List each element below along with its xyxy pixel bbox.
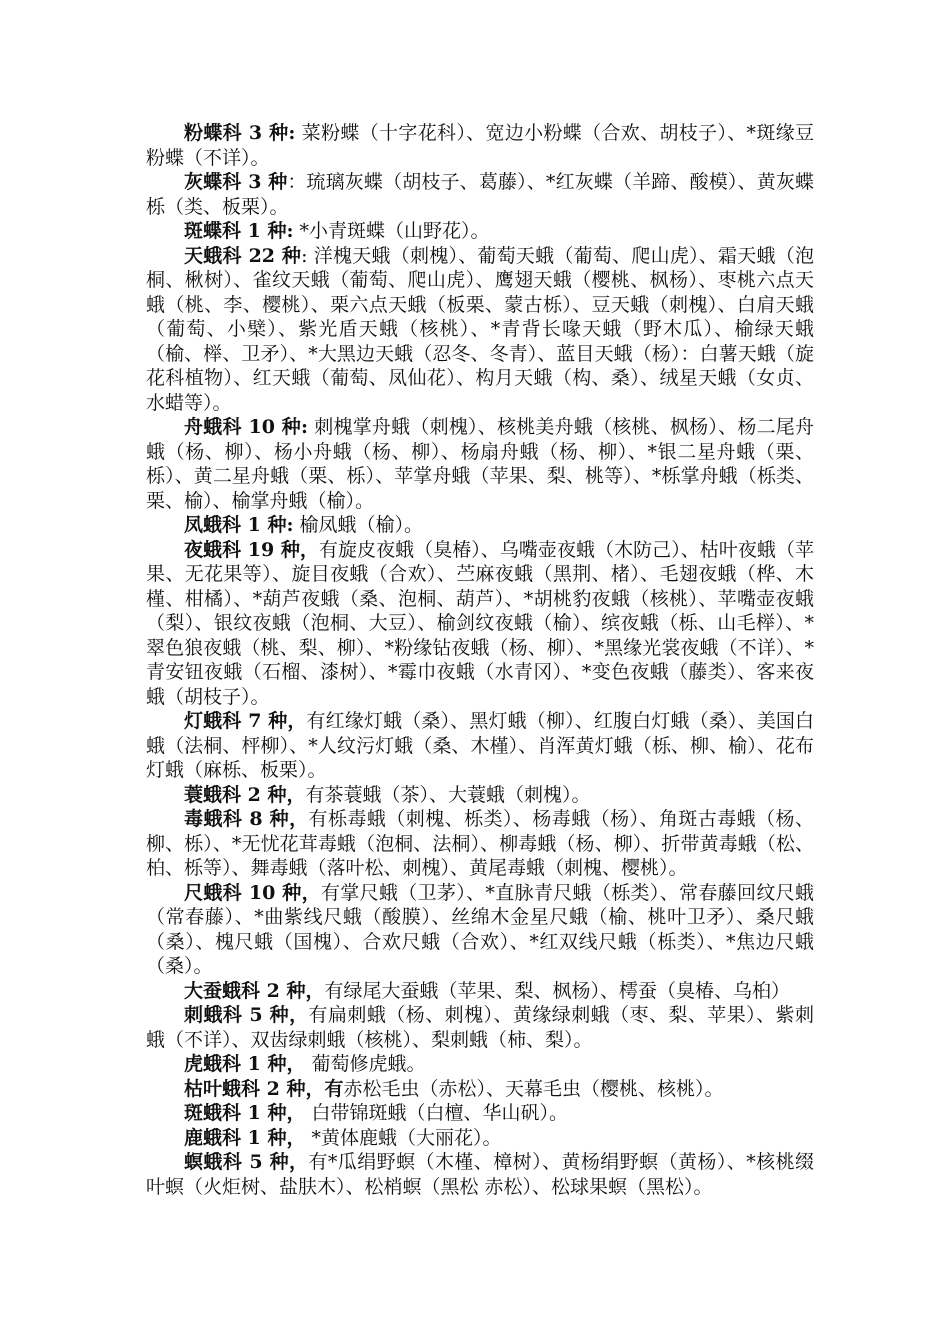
entry-notodontid: [146, 415, 814, 513]
family-name: 蓑蛾科 2 种，: [184, 783, 306, 806]
species-list: ：琉璃灰蝶（胡枝子、葛藤）、*红灰蝶（羊蹄、酸模）、黄灰蝶栎（类、板栗）。: [146, 171, 814, 218]
entry-saturniid: [146, 979, 814, 1004]
species-list: 刺槐掌舟蛾（刺槐）、核桃美舟蛾（核桃、枫杨）、杨二尾舟蛾（杨、柳）、杨小舟蛾（杨、柳）、杨扇舟蛾（杨、柳）、*银二星舟蛾（栗、栎）、黄二星舟蛾（栗、栎）、苹掌舟蛾（苹果、梨、桃等）、*栎掌舟蛾（栎类、栗、榆）、榆掌舟蛾（榆）。: [146, 416, 815, 512]
species-list: *小青斑蝶（山野花）。: [293, 220, 490, 242]
species-list: 菜粉蝶（十字花科）、宽边小粉蝶（合欢、胡枝子）、*斑缘豆粉蝶（不详）。: [146, 122, 814, 169]
family-name: 枯叶蛾科 2 种，有: [184, 1077, 344, 1100]
family-name: 斑蝶科 1 种:: [184, 220, 294, 242]
species-list: 有绿尾大蚕蛾（苹果、梨、枫杨）、樗蚕（臭椿、乌桕）: [324, 979, 790, 1002]
entry-agaristid: [146, 1052, 814, 1077]
entry-lasiocampid: [146, 1077, 814, 1102]
entry-sphingid: [146, 244, 814, 416]
family-name: 斑蛾科 1 种，: [184, 1102, 306, 1124]
family-name: 毒蛾科 8 种，: [184, 808, 309, 830]
entry-lymantriid: [146, 807, 814, 881]
family-name: 灯蛾科 7 种，: [184, 710, 307, 732]
family-name: 虎蛾科 1 种，: [184, 1053, 306, 1075]
family-name: 灰蝶科 3 种: [184, 171, 288, 193]
entry-danaid: [146, 219, 814, 244]
species-list: 有旋皮夜蛾（臭椿）、乌嘴壶夜蛾（木防己）、枯叶夜蛾（苹果、无花果等）、旋目夜蛾（合欢）、苎麻夜蛾（黑荆、楮）、毛翅夜蛾（桦、木槿、柑橘）、*葫芦夜蛾（桑、泡桐、葫芦）、*胡桃豹夜蛾（核桃）、苹嘴壶夜蛾（梨）、银纹夜蛾（泡桐、大豆）、榆剑纹夜蛾（榆）、缤夜蛾（栎、山毛榉）、*翠色狼夜蛾（桃、梨、柳）、*粉缘钻夜蛾（杨、柳）、*黑缘光裳夜蛾（不详）、*青安钮夜蛾（石榴、漆树）、*霉巾夜蛾（水青冈）、*变色夜蛾（藤类）、客来夜蛾（胡枝子）。: [146, 538, 814, 708]
species-list: 有栎毒蛾（刺槐、栎类）、杨毒蛾（杨）、角斑古毒蛾（杨、柳、栎）、*无忧花茸毒蛾（泡桐、法桐）、柳毒蛾（杨、柳）、折带黄毒蛾（松、柏、栎等）、舞毒蛾（落叶松、刺槐）、黄尾毒蛾（刺槐、樱桃）。: [146, 808, 814, 879]
entry-zygaenid: [146, 1101, 814, 1126]
species-list: 有红缘灯蛾（桑）、黑灯蛾（柳）、红腹白灯蛾（桑）、美国白蛾（法桐、枰柳）、*人纹污灯蛾（桑、木槿）、肖浑黄灯蛾（栎、柳、榆）、花布灯蛾（麻栎、板栗）。: [146, 710, 814, 781]
entry-noctuid: [146, 538, 814, 710]
family-name: 大蚕蛾科 2 种，: [184, 979, 325, 1002]
entry-ctenuchid: [146, 1126, 814, 1151]
family-name: 夜蛾科 19 种，: [184, 538, 319, 561]
entry-geometrid: [146, 881, 814, 979]
species-list: *黄体鹿蛾（大丽花）。: [305, 1126, 502, 1149]
species-list: 有扁刺蛾（杨、刺槐）、黄缘绿刺蛾（枣、梨、苹果）、紫刺蛾（不详）、双齿绿刺蛾（核桃）、梨刺蛾（柿、梨）。: [146, 1004, 814, 1051]
family-name: 鹿蛾科 1 种，: [184, 1126, 306, 1149]
entry-limacodid: [146, 1003, 814, 1052]
family-name: 舟蛾科 10 种:: [184, 416, 309, 438]
species-list: 赤松毛虫（赤松）、天幕毛虫（樱桃、核桃）。: [343, 1077, 724, 1100]
document-body: [146, 121, 814, 1199]
entry-psychid: [146, 783, 814, 808]
entry-arctiid: [146, 709, 814, 783]
species-list: 有*瓜绢野螟（木槿、樟树）、黄杨绢野螟（黄杨）、*核桃缀叶螟（火炬树、盐肤木）、松梢螟（黑松 赤松）、松球果螟（黑松）。: [146, 1151, 814, 1198]
species-list: : 洋槐天蛾（刺槐）、葡萄天蛾（葡萄、爬山虎）、霜天蛾（泡桐、楸树）、雀纹天蛾（葡萄、爬山虎）、鹰翅天蛾（樱桃、枫杨）、枣桃六点天蛾（桃、李、樱桃）、栗六点天蛾（板栗、蒙古栎）、豆天蛾（刺槐）、白肩天蛾（葡萄、小檗）、紫光盾天蛾（核桃）、*青背长喙天蛾（野木瓜）、榆绿天蛾（榆、榉、卫矛）、*大黑边天蛾（忍冬、冬青）、蓝目天蛾（杨）：白薯天蛾（旋花科植物）、红天蛾（葡萄、凤仙花）、构月天蛾（构、桑）、绒星天蛾（女贞、水蜡等）。: [146, 244, 814, 414]
species-list: 葡萄修虎蛾。: [305, 1053, 426, 1075]
entry-lycaenid: [146, 170, 814, 219]
species-list: 榆凤蛾（榆）。: [293, 514, 424, 536]
family-name: 螟蛾科 5 种，: [184, 1151, 309, 1173]
family-name: 凤蛾科 1 种:: [184, 514, 294, 536]
family-name: 刺蛾科 5 种，: [184, 1004, 309, 1026]
entry-epicopeiid: [146, 513, 814, 538]
family-name: 尺蛾科 10 种，: [184, 881, 321, 904]
family-name: 粉蝶科 3 种:: [184, 122, 296, 144]
entry-pierid: [146, 121, 814, 170]
species-list: 有茶蓑蛾（茶）、大蓑蛾（刺槐）。: [305, 783, 591, 806]
entry-pyralid: [146, 1150, 814, 1199]
species-list: 白带锦斑蛾（白檀、华山矾）。: [305, 1102, 568, 1124]
family-name: 天蛾科 22 种: [184, 244, 302, 267]
species-list: 有掌尺蛾（卫茅）、*直脉青尺蛾（栎类）、常春藤回纹尺蛾（常春藤）、*曲紫线尺蛾（酸膜）、丝绵木金星尺蛾（榆、桃叶卫矛）、桑尺蛾（桑）、槐尺蛾（国槐）、合欢尺蛾（合欢）、*红双线尺蛾（栎类）、*焦边尺蛾（桑）。: [146, 881, 814, 977]
